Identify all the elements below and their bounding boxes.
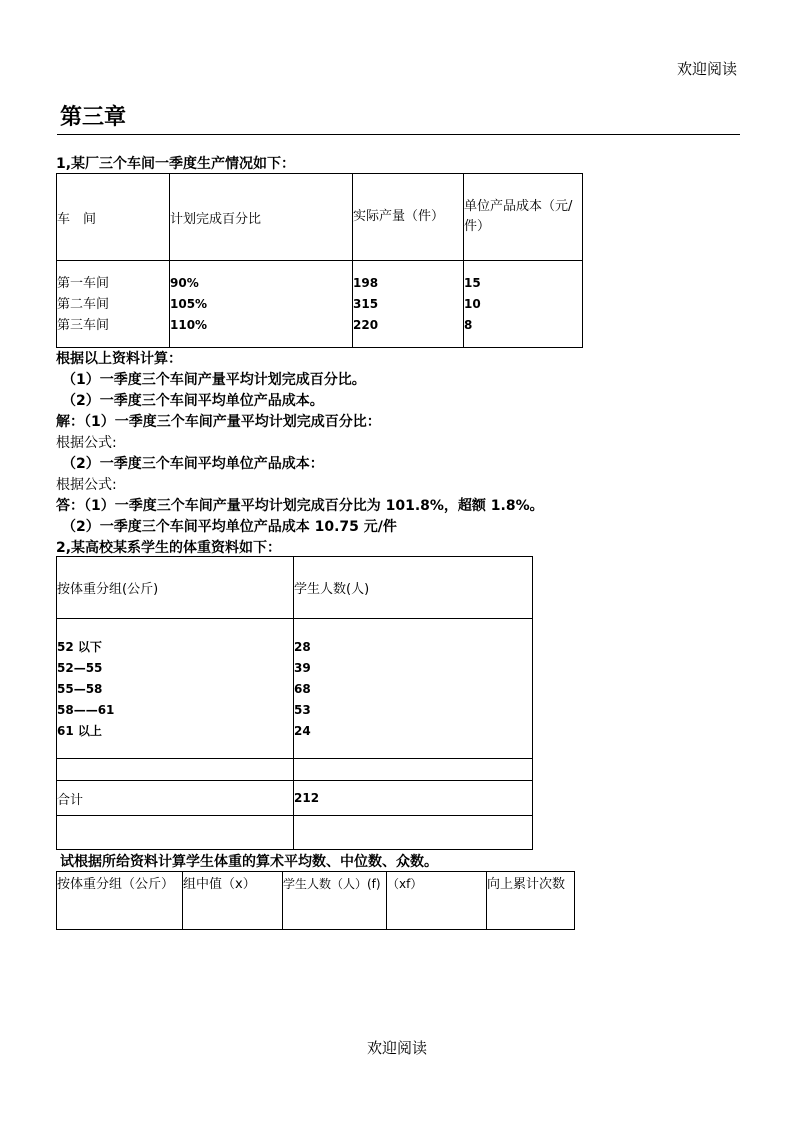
table-row bbox=[57, 619, 533, 759]
workshop-table bbox=[56, 173, 583, 348]
table-cell: 90% bbox=[170, 276, 199, 290]
table-cell: 28 bbox=[294, 640, 311, 654]
text-line: （2）一季度三个车间平均单位产品成本： bbox=[62, 456, 324, 472]
header-cell: 向上累计次数 bbox=[487, 877, 566, 892]
text-line: 答：（1）一季度三个车间产量平均计划完成百分比为 101.8%，超额 1.8%。 bbox=[56, 498, 544, 514]
page-header: 欢迎阅读 bbox=[676, 60, 737, 78]
table-row bbox=[57, 781, 533, 816]
table-cell: 55—58 bbox=[57, 682, 103, 696]
header-cell: 计划完成百分比 bbox=[170, 211, 262, 227]
text-line: 根据公式: bbox=[56, 477, 117, 493]
text-line: 根据公式: bbox=[56, 435, 117, 451]
table-cell: 61 以上 bbox=[57, 724, 102, 738]
table-cell: 第二车间 bbox=[57, 297, 110, 312]
table-cell: 58——61 bbox=[57, 703, 115, 717]
table-cell: 15 bbox=[464, 276, 481, 290]
table-cell: 52—55 bbox=[57, 661, 103, 675]
text-line: 解：（1）一季度三个车间产量平均计划完成百分比： bbox=[56, 414, 381, 430]
header-cell: 按体重分组（公斤） bbox=[57, 877, 175, 892]
table-header-row bbox=[57, 872, 575, 930]
table-cell: 39 bbox=[294, 661, 311, 675]
instruction-text: 试根据所给资料计算学生体重的算术平均数、中位数、众数。 bbox=[60, 854, 438, 870]
table-cell: 第一车间 bbox=[57, 276, 110, 291]
table-header-row bbox=[57, 557, 533, 619]
text-line: （1）一季度三个车间产量平均计划完成百分比。 bbox=[62, 372, 366, 388]
question-2-title: 2,某高校某系学生的体重资料如下： bbox=[56, 540, 282, 556]
table-cell: 315 bbox=[353, 297, 379, 311]
table-cell: 198 bbox=[353, 276, 379, 290]
table-cell: 8 bbox=[464, 318, 473, 332]
page-footer: 欢迎阅读 bbox=[366, 1039, 427, 1057]
table-cell: 220 bbox=[353, 318, 379, 332]
header-cell: 车 间 bbox=[57, 211, 97, 227]
table-cell: 52 以下 bbox=[57, 640, 102, 654]
header-cell: 学生人数（人）(f) bbox=[283, 877, 381, 891]
title-rule bbox=[57, 134, 740, 135]
header-cell: 学生人数(人) bbox=[294, 582, 370, 597]
header-cell: 组中值（x） bbox=[183, 877, 256, 892]
table-cell: 68 bbox=[294, 682, 311, 696]
header-cell: （xf） bbox=[387, 877, 423, 891]
table-cell: 105% bbox=[170, 297, 208, 311]
question-1-title: 1,某厂三个车间一季度生产情况如下： bbox=[56, 156, 296, 172]
weight-table bbox=[56, 556, 533, 850]
text-line: （2）一季度三个车间平均单位产品成本 10.75 元/件 bbox=[62, 519, 397, 535]
text-line: 根据以上资料计算： bbox=[56, 351, 182, 367]
header-cell: 按体重分组(公斤) bbox=[57, 582, 159, 597]
table-cell: 第三车间 bbox=[57, 318, 110, 333]
chapter-title: 第三章 bbox=[60, 105, 127, 130]
header-cell: 单位产品成本（元/件） bbox=[464, 199, 573, 234]
calc-table bbox=[56, 871, 575, 930]
table-cell: 10 bbox=[464, 297, 481, 311]
table-header-row bbox=[57, 174, 583, 261]
table-row bbox=[57, 759, 533, 781]
table-cell: 24 bbox=[294, 724, 311, 738]
table-row bbox=[57, 261, 583, 348]
table-cell: 110% bbox=[170, 318, 208, 332]
table-row bbox=[57, 816, 533, 850]
header-cell: 实际产量（件） bbox=[353, 209, 445, 224]
total-label: 合计 bbox=[57, 792, 84, 808]
text-line: （2）一季度三个车间平均单位产品成本。 bbox=[62, 393, 324, 409]
total-value: 212 bbox=[294, 790, 320, 805]
table-cell: 53 bbox=[294, 703, 311, 717]
